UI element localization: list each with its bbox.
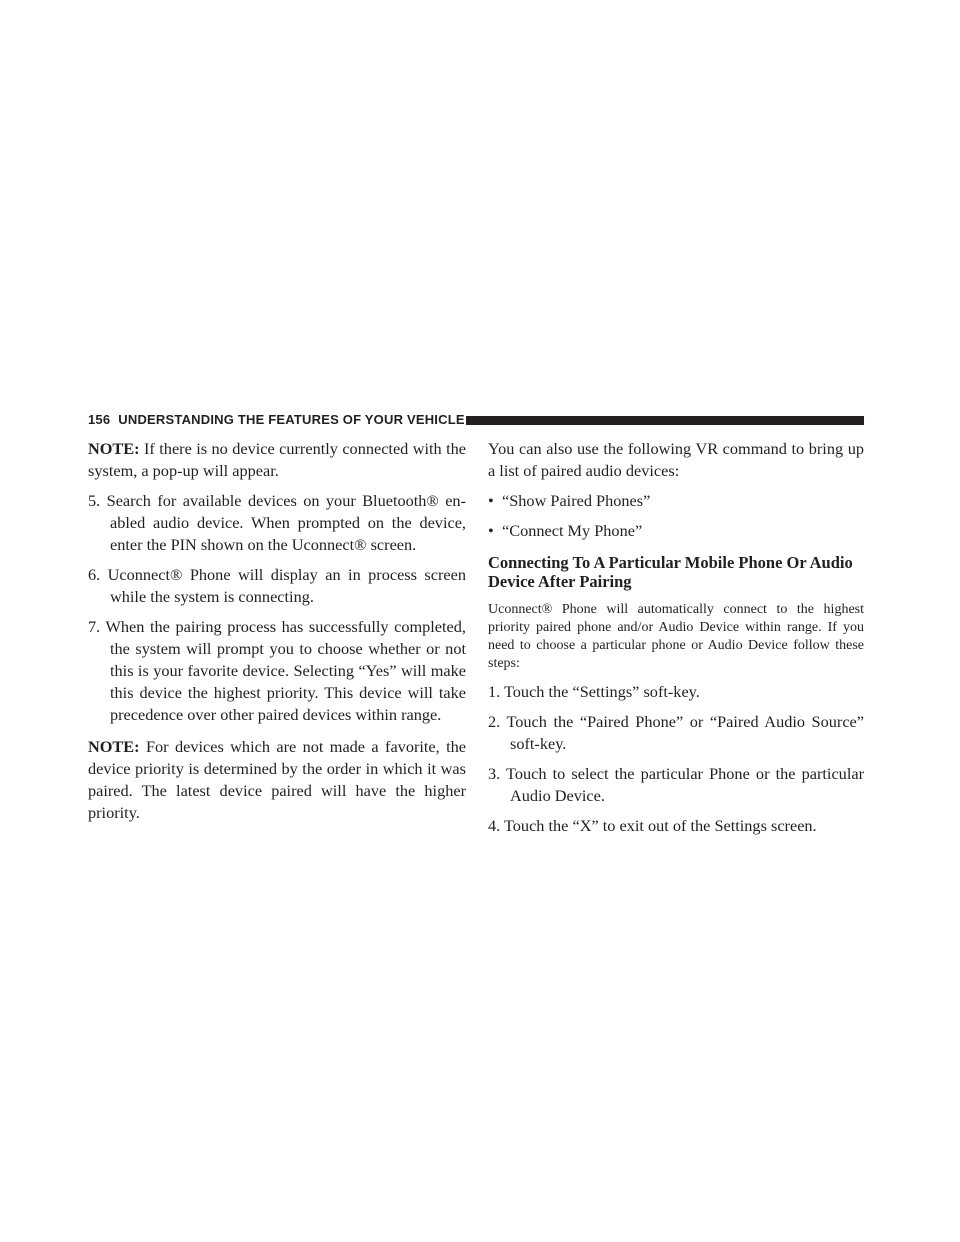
intro-paragraph: You can also use the following VR command to bring up a list of paired audio devices: bbox=[488, 439, 864, 480]
body-paragraph: Uconnect® Phone will automatically connect to the highest priority paired phone and/or Audio Device within range. If you need to choose a particular phone or Audio Device follow these steps: bbox=[488, 602, 864, 671]
step-item: 3. Touch to select the particular Phone or the particular Audio Device. bbox=[488, 764, 864, 805]
page-header bbox=[88, 413, 864, 427]
right-column bbox=[488, 438, 864, 837]
note-text: If there is no device currently connected with the system, a pop-up will appear. bbox=[88, 439, 466, 480]
header-text bbox=[88, 412, 465, 428]
bullet-text: “Connect My Phone” bbox=[502, 521, 643, 540]
note-paragraph bbox=[88, 736, 466, 824]
note-label: NOTE: bbox=[88, 439, 140, 458]
bullet-item bbox=[488, 490, 864, 512]
bullet-text: “Show Paired Phones” bbox=[502, 491, 651, 510]
header-rule bbox=[466, 416, 864, 425]
step-item: 5. Search for available devices on your Bluetooth® en-abled audio device. When prompted on the device, enter the PIN shown on the Uconnect® screen. bbox=[88, 491, 466, 554]
step-item: 1. Touch the “Settings” soft-key. bbox=[488, 682, 700, 701]
step-item: 6. Uconnect® Phone will display an in process screen while the system is connecting. bbox=[88, 565, 466, 606]
note-paragraph bbox=[88, 438, 466, 482]
bullet-glyph: • bbox=[488, 521, 494, 540]
section-heading: Connecting To A Particular Mobile Phone Or Audio Device After Pairing bbox=[488, 553, 853, 591]
left-column bbox=[88, 438, 466, 824]
bullet-glyph: • bbox=[488, 491, 494, 510]
note-label: NOTE: bbox=[88, 737, 140, 756]
step-item: 2. Touch the “Paired Phone” or “Paired Audio Source” soft-key. bbox=[488, 712, 864, 753]
page-number: 156 bbox=[88, 412, 111, 427]
section-title: UNDERSTANDING THE FEATURES OF YOUR VEHICLE bbox=[118, 412, 465, 427]
note-text: For devices which are not made a favorite, the device priority is determined by the order in which it was paired. The latest device paired will have the higher priority. bbox=[88, 737, 466, 822]
step-item: 4. Touch the “X” to exit out of the Settings screen. bbox=[488, 816, 817, 835]
bullet-item bbox=[488, 520, 864, 542]
step-item: 7. When the pairing process has successfully completed, the system will prompt you to choose whether or not this is your favorite device. Selecting “Yes” will make this device the highest priority. This device will take precedence over other paired devices within range. bbox=[88, 617, 466, 724]
